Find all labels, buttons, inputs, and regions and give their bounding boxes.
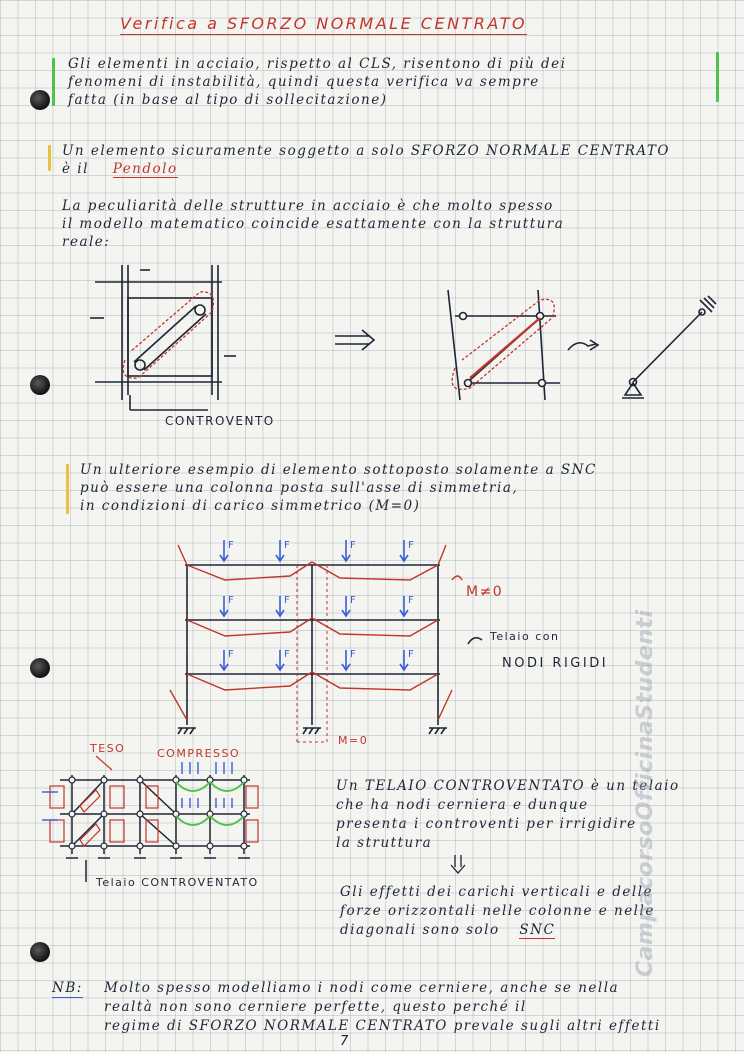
braced-frame-caption: Telaio CONTROVENTATO (96, 876, 259, 889)
load-label: F (408, 649, 416, 660)
section2-line: La peculiarità delle strutture in acciaio è che molto spesso (62, 198, 554, 214)
nb-line: regime di SFORZO NORMALE CENTRATO prevale sugli altri effetti (104, 1018, 661, 1034)
page-number: 7 (340, 1034, 349, 1049)
intro-line: fenomeni di instabilità, quindi questa verifica va sempre (68, 74, 540, 90)
section3-line: Un ulteriore esempio di elemento sottoposto solamente a SNC (80, 462, 597, 478)
section2-line: il modello matematico coincide esattamente con la struttura (62, 216, 565, 232)
section4-line: che ha nodi cerniera e dunque (336, 797, 589, 813)
nb-line: Molto spesso modelliamo i nodi come cerniere, anche se nella (104, 980, 620, 996)
load-label: F (408, 595, 416, 606)
load-label: F (228, 649, 236, 660)
moment-zero-label: M=0 (338, 734, 369, 747)
load-label: F (350, 595, 358, 606)
controvento-label: CONTROVENTO (165, 414, 275, 428)
section3-line: in condizioni di carico simmetrico (M=0) (80, 498, 421, 514)
section4-line: presenta i controventi per irrigidire (336, 816, 637, 832)
intro-line: Gli elementi in acciaio, rispetto al CLS, risentono di più dei (68, 56, 567, 72)
load-label: F (228, 595, 236, 606)
load-label: F (284, 595, 292, 606)
section5-line: forze orizzontali nelle colonne e nelle (340, 903, 655, 919)
load-label: F (408, 540, 416, 551)
page-title: Verifica a SFORZO NORMALE CENTRATO (120, 14, 528, 33)
nb-label: NB: (52, 980, 83, 996)
pendolo-term: Pendolo (112, 161, 178, 177)
intro-line: fatta (in base al tipo di sollecitazione) (68, 92, 388, 108)
section5-line: Gli effetti dei carichi verticali e delle (340, 884, 654, 900)
section5-prefix: diagonali sono solo (340, 922, 500, 938)
load-label: F (350, 649, 358, 660)
frame-label: Telaio con (490, 630, 560, 643)
load-label: F (350, 540, 358, 551)
load-label: F (228, 540, 236, 551)
section1-line: Un elemento sicuramente soggetto a solo SFORZO NORMALE CENTRATO (62, 143, 670, 159)
binder-hole (30, 942, 50, 962)
teso-label: TESO (90, 742, 126, 755)
section4-line: la struttura (336, 835, 433, 851)
nb-line: realtà non sono cerniere perfette, questo perché il (104, 999, 527, 1015)
compresso-label: COMPRESSO (157, 747, 241, 760)
section2-line: reale: (62, 234, 111, 250)
section1-prefix: è il (62, 161, 89, 177)
watermark (633, 537, 663, 977)
section5-line-3 (340, 922, 555, 939)
section4-line: Un TELAIO CONTROVENTATO è un telaio (336, 778, 680, 794)
watermark-text: CampacorsoOfficinaStudenti (633, 609, 658, 977)
moment-nonzero-label: M≠0 (466, 584, 504, 600)
load-label: F (284, 649, 292, 660)
frame-label: NODI RIGIDI (502, 656, 609, 671)
down-arrow-icon (450, 855, 466, 875)
load-label: F (284, 540, 292, 551)
snc-term: SNC (519, 922, 556, 938)
section3-line: può essere una colonna posta sull'asse di simmetria, (80, 480, 519, 496)
